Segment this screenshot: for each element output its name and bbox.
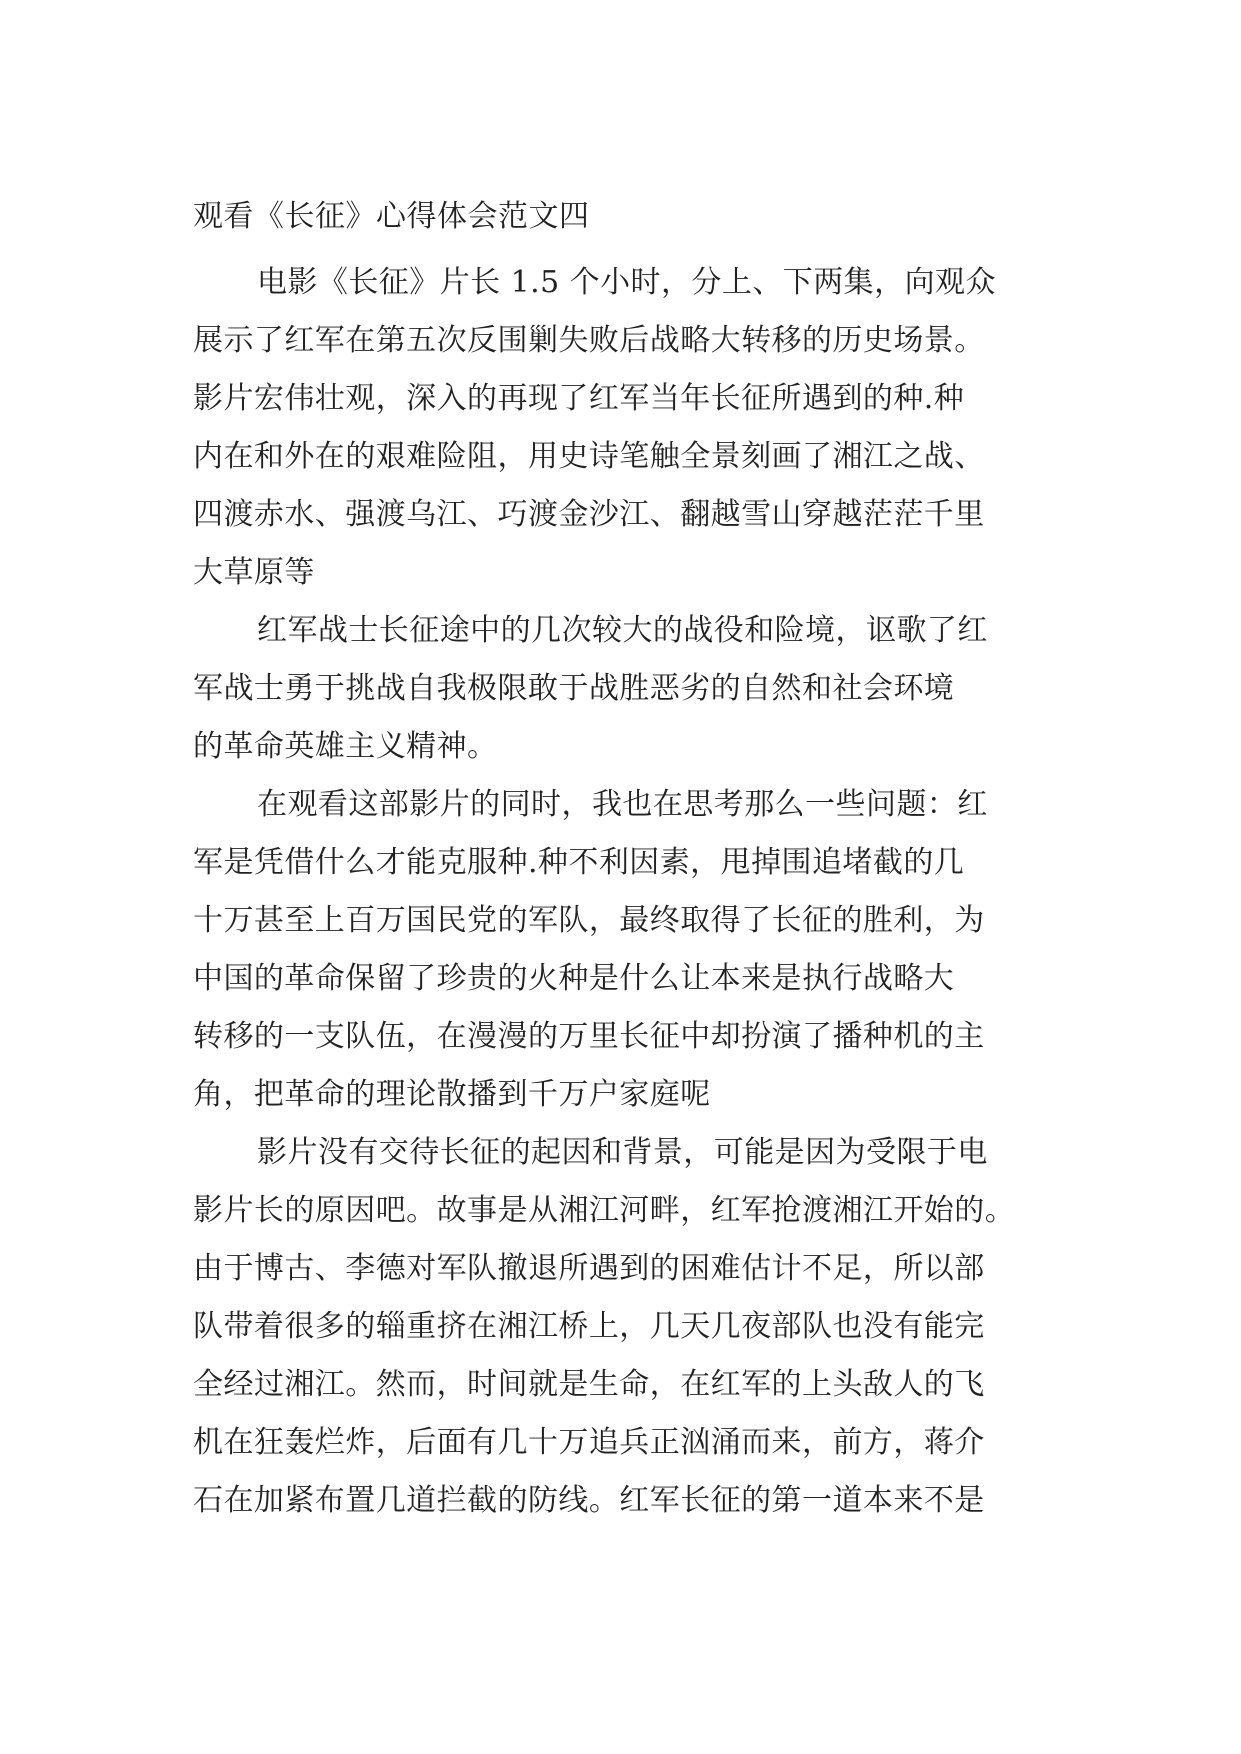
- paragraph-line: 内在和外在的艰难险阻，用史诗笔触全景刻画了湘江之战、: [193, 439, 985, 474]
- paragraph-line: 队带着很多的辎重挤在湘江桥上，几天几夜部队也没有能完: [193, 1309, 985, 1344]
- paragraph-3: [193, 776, 1053, 1124]
- paragraph-line: 转移的一支队伍，在漫漫的万里长征中却扮演了播种机的主: [193, 1019, 985, 1054]
- paragraph-line: 石在加紧布置几道拦截的防线。红军长征的第一道本来不是: [193, 1483, 985, 1518]
- paragraph-line: 电影《长征》片长 1.5 个小时，分上、下两集，向观众: [257, 265, 996, 300]
- paragraph-line: 机在狂轰烂炸，后面有几十万追兵正汹涌而来，前方，蒋介: [193, 1425, 985, 1460]
- paragraph-line: 角，把革命的理论散播到千万户家庭呢: [193, 1077, 711, 1112]
- paragraph-line: 四渡赤水、强渡乌江、巧渡金沙江、翻越雪山穿越茫茫千里: [193, 497, 985, 532]
- document-page: [193, 196, 1053, 1596]
- paragraph-line: 全经过湘江。然而，时间就是生命，在红军的上头敌人的飞: [193, 1367, 985, 1402]
- paragraph-line: 的革命英雄主义精神。: [193, 729, 498, 764]
- paragraph-line: 中国的革命保留了珍贵的火种是什么让本来是执行战略大: [193, 961, 955, 996]
- paragraph-line: 红军战士长征途中的几次较大的战役和险境，讴歌了红: [257, 613, 988, 648]
- paragraph-1: [193, 254, 1053, 602]
- paragraph-line: 十万甚至上百万国民党的军队，最终取得了长征的胜利，为: [193, 903, 985, 938]
- paragraph-2: [193, 602, 1053, 776]
- paragraph-4: [193, 1124, 1053, 1530]
- paragraph-line: 由于博古、李德对军队撤退所遇到的困难估计不足，所以部: [193, 1251, 985, 1286]
- paragraph-line: 影片长的原因吧。故事是从湘江河畔，红军抢渡湘江开始的。: [193, 1193, 1016, 1228]
- document-title: 观看《长征》心得体会范文四: [193, 199, 590, 234]
- paragraph-line: 影片没有交待长征的起因和背景，可能是因为受限于电: [257, 1135, 988, 1170]
- paragraph-line: 在观看这部影片的同时，我也在思考那么一些问题：红: [257, 787, 988, 822]
- paragraph-line: 大草原等: [193, 555, 315, 590]
- paragraph-line: 军是凭借什么才能克服种.种不利因素，甩掉围追堵截的几: [193, 845, 965, 880]
- paragraph-line: 军战士勇于挑战自我极限敢于战胜恶劣的自然和社会环境: [193, 671, 955, 706]
- paragraph-line: 影片宏伟壮观，深入的再现了红军当年长征所遇到的种.种: [193, 381, 965, 416]
- paragraph-line: 展示了红军在第五次反围剿失败后战略大转移的历史场景。: [193, 323, 985, 358]
